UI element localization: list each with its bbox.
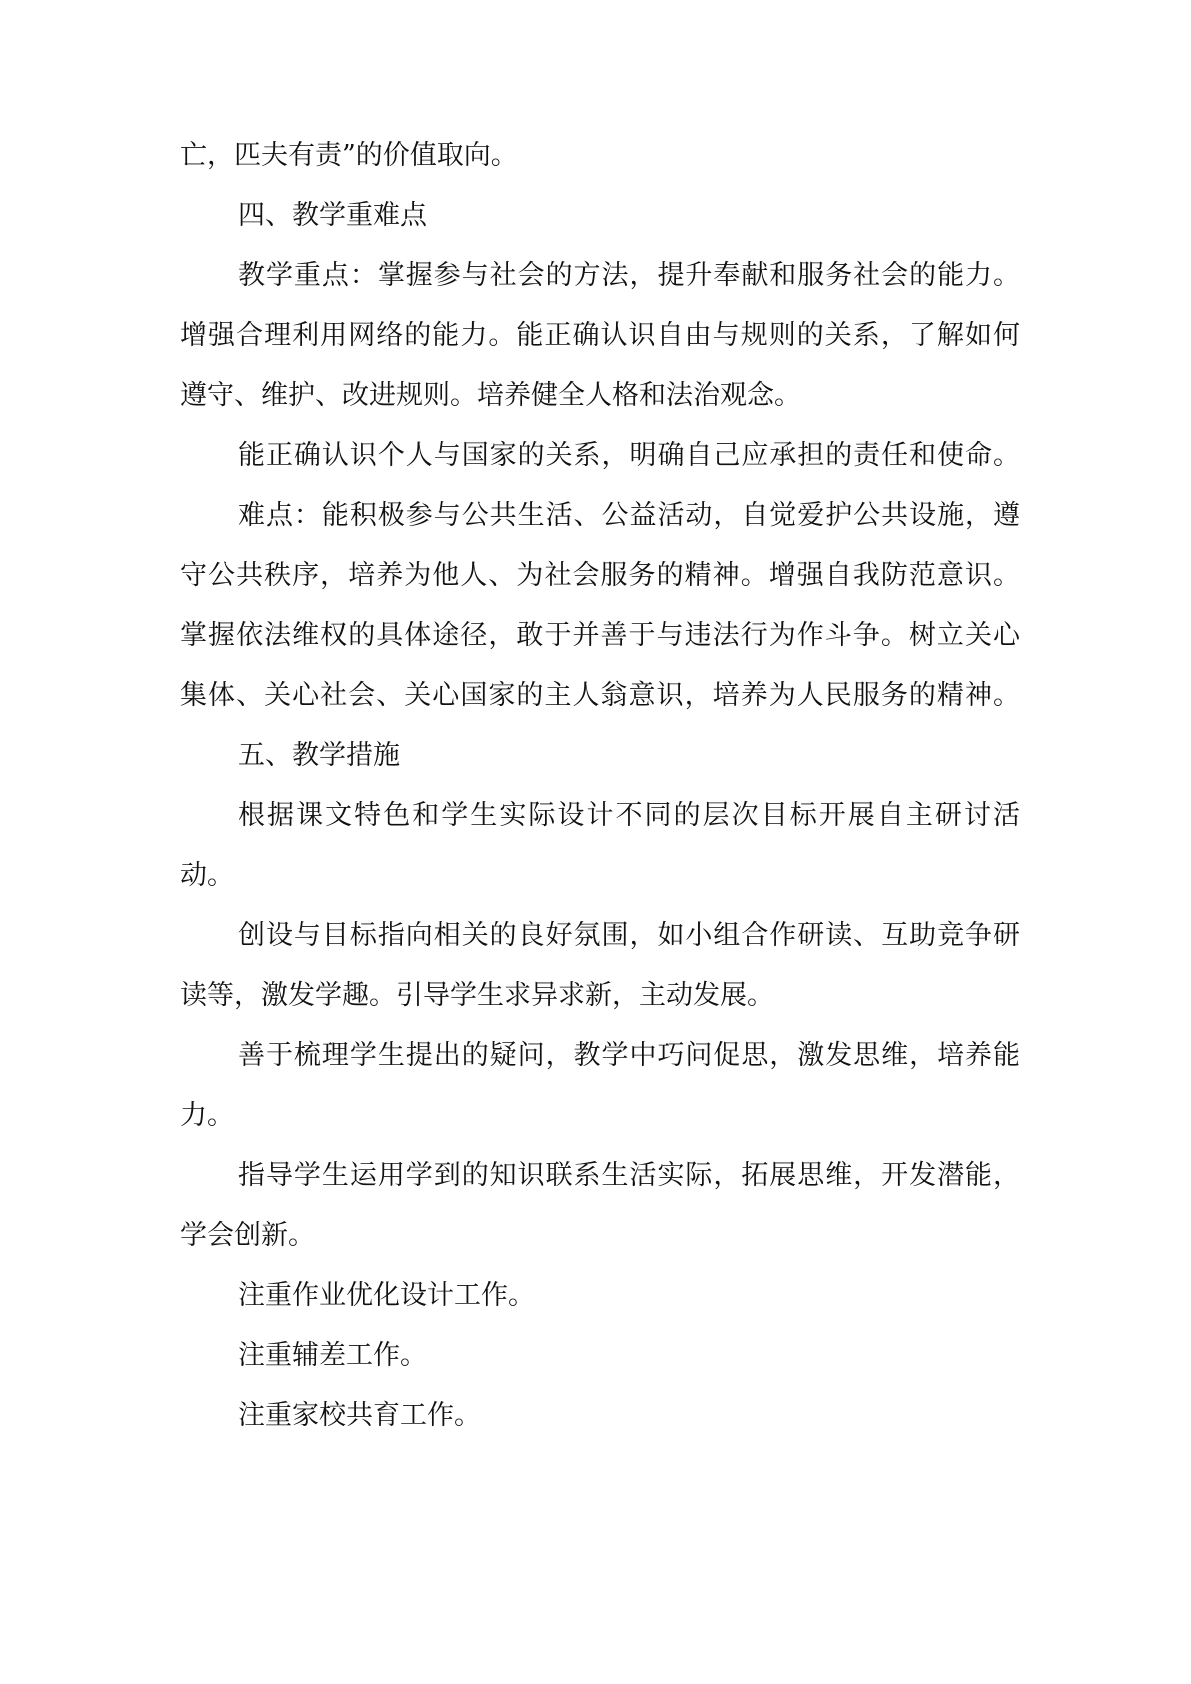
- paragraph-line: 力。: [180, 1100, 234, 1131]
- paragraph-line: 学会创新。: [180, 1220, 315, 1251]
- paragraph-line: 注重辅差工作。: [238, 1340, 427, 1371]
- paragraph-line: 掌握依法维权的具体途径，敢于并善于与违法行为作斗争。树立关心: [180, 620, 1020, 651]
- paragraph-line: 增强合理利用网络的能力。能正确认识自由与规则的关系，了解如何: [180, 320, 1020, 351]
- paragraph-line: 根据课文特色和学生实际设计不同的层次目标开展自主研讨活: [238, 800, 1020, 831]
- paragraph-line: 注重家校共育工作。: [238, 1400, 481, 1431]
- paragraph-line: 亡，匹夫有责”的价值取向。: [180, 140, 518, 171]
- paragraph-line: 读等，激发学趣。引导学生求异求新，主动发展。: [180, 980, 774, 1011]
- paragraph-line: 难点：能积极参与公共生活、公益活动，自觉爱护公共设施，遵: [238, 500, 1020, 531]
- paragraph-line: 集体、关心社会、关心国家的主人翁意识，培养为人民服务的精神。: [180, 680, 1020, 711]
- paragraph-line: 动。: [180, 860, 234, 891]
- section-heading: 五、教学措施: [238, 740, 400, 771]
- paragraph-line: 善于梳理学生提出的疑问，教学中巧问促思，激发思维，培养能: [238, 1040, 1020, 1071]
- paragraph-line: 指导学生运用学到的知识联系生活实际，拓展思维，开发潜能，: [238, 1160, 1020, 1191]
- section-heading: 四、教学重难点: [238, 200, 427, 231]
- paragraph-line: 注重作业优化设计工作。: [238, 1280, 535, 1311]
- paragraph-line: 创设与目标指向相关的良好氛围，如小组合作研读、互助竞争研: [238, 920, 1020, 951]
- paragraph-line: 能正确认识个人与国家的关系，明确自己应承担的责任和使命。: [238, 440, 1020, 471]
- paragraph-line: 守公共秩序，培养为他人、为社会服务的精神。增强自我防范意识。: [180, 560, 1020, 591]
- paragraph-line: 教学重点：掌握参与社会的方法，提升奉献和服务社会的能力。: [238, 260, 1020, 291]
- paragraph-line: 遵守、维护、改进规则。培养健全人格和法治观念。: [180, 380, 801, 411]
